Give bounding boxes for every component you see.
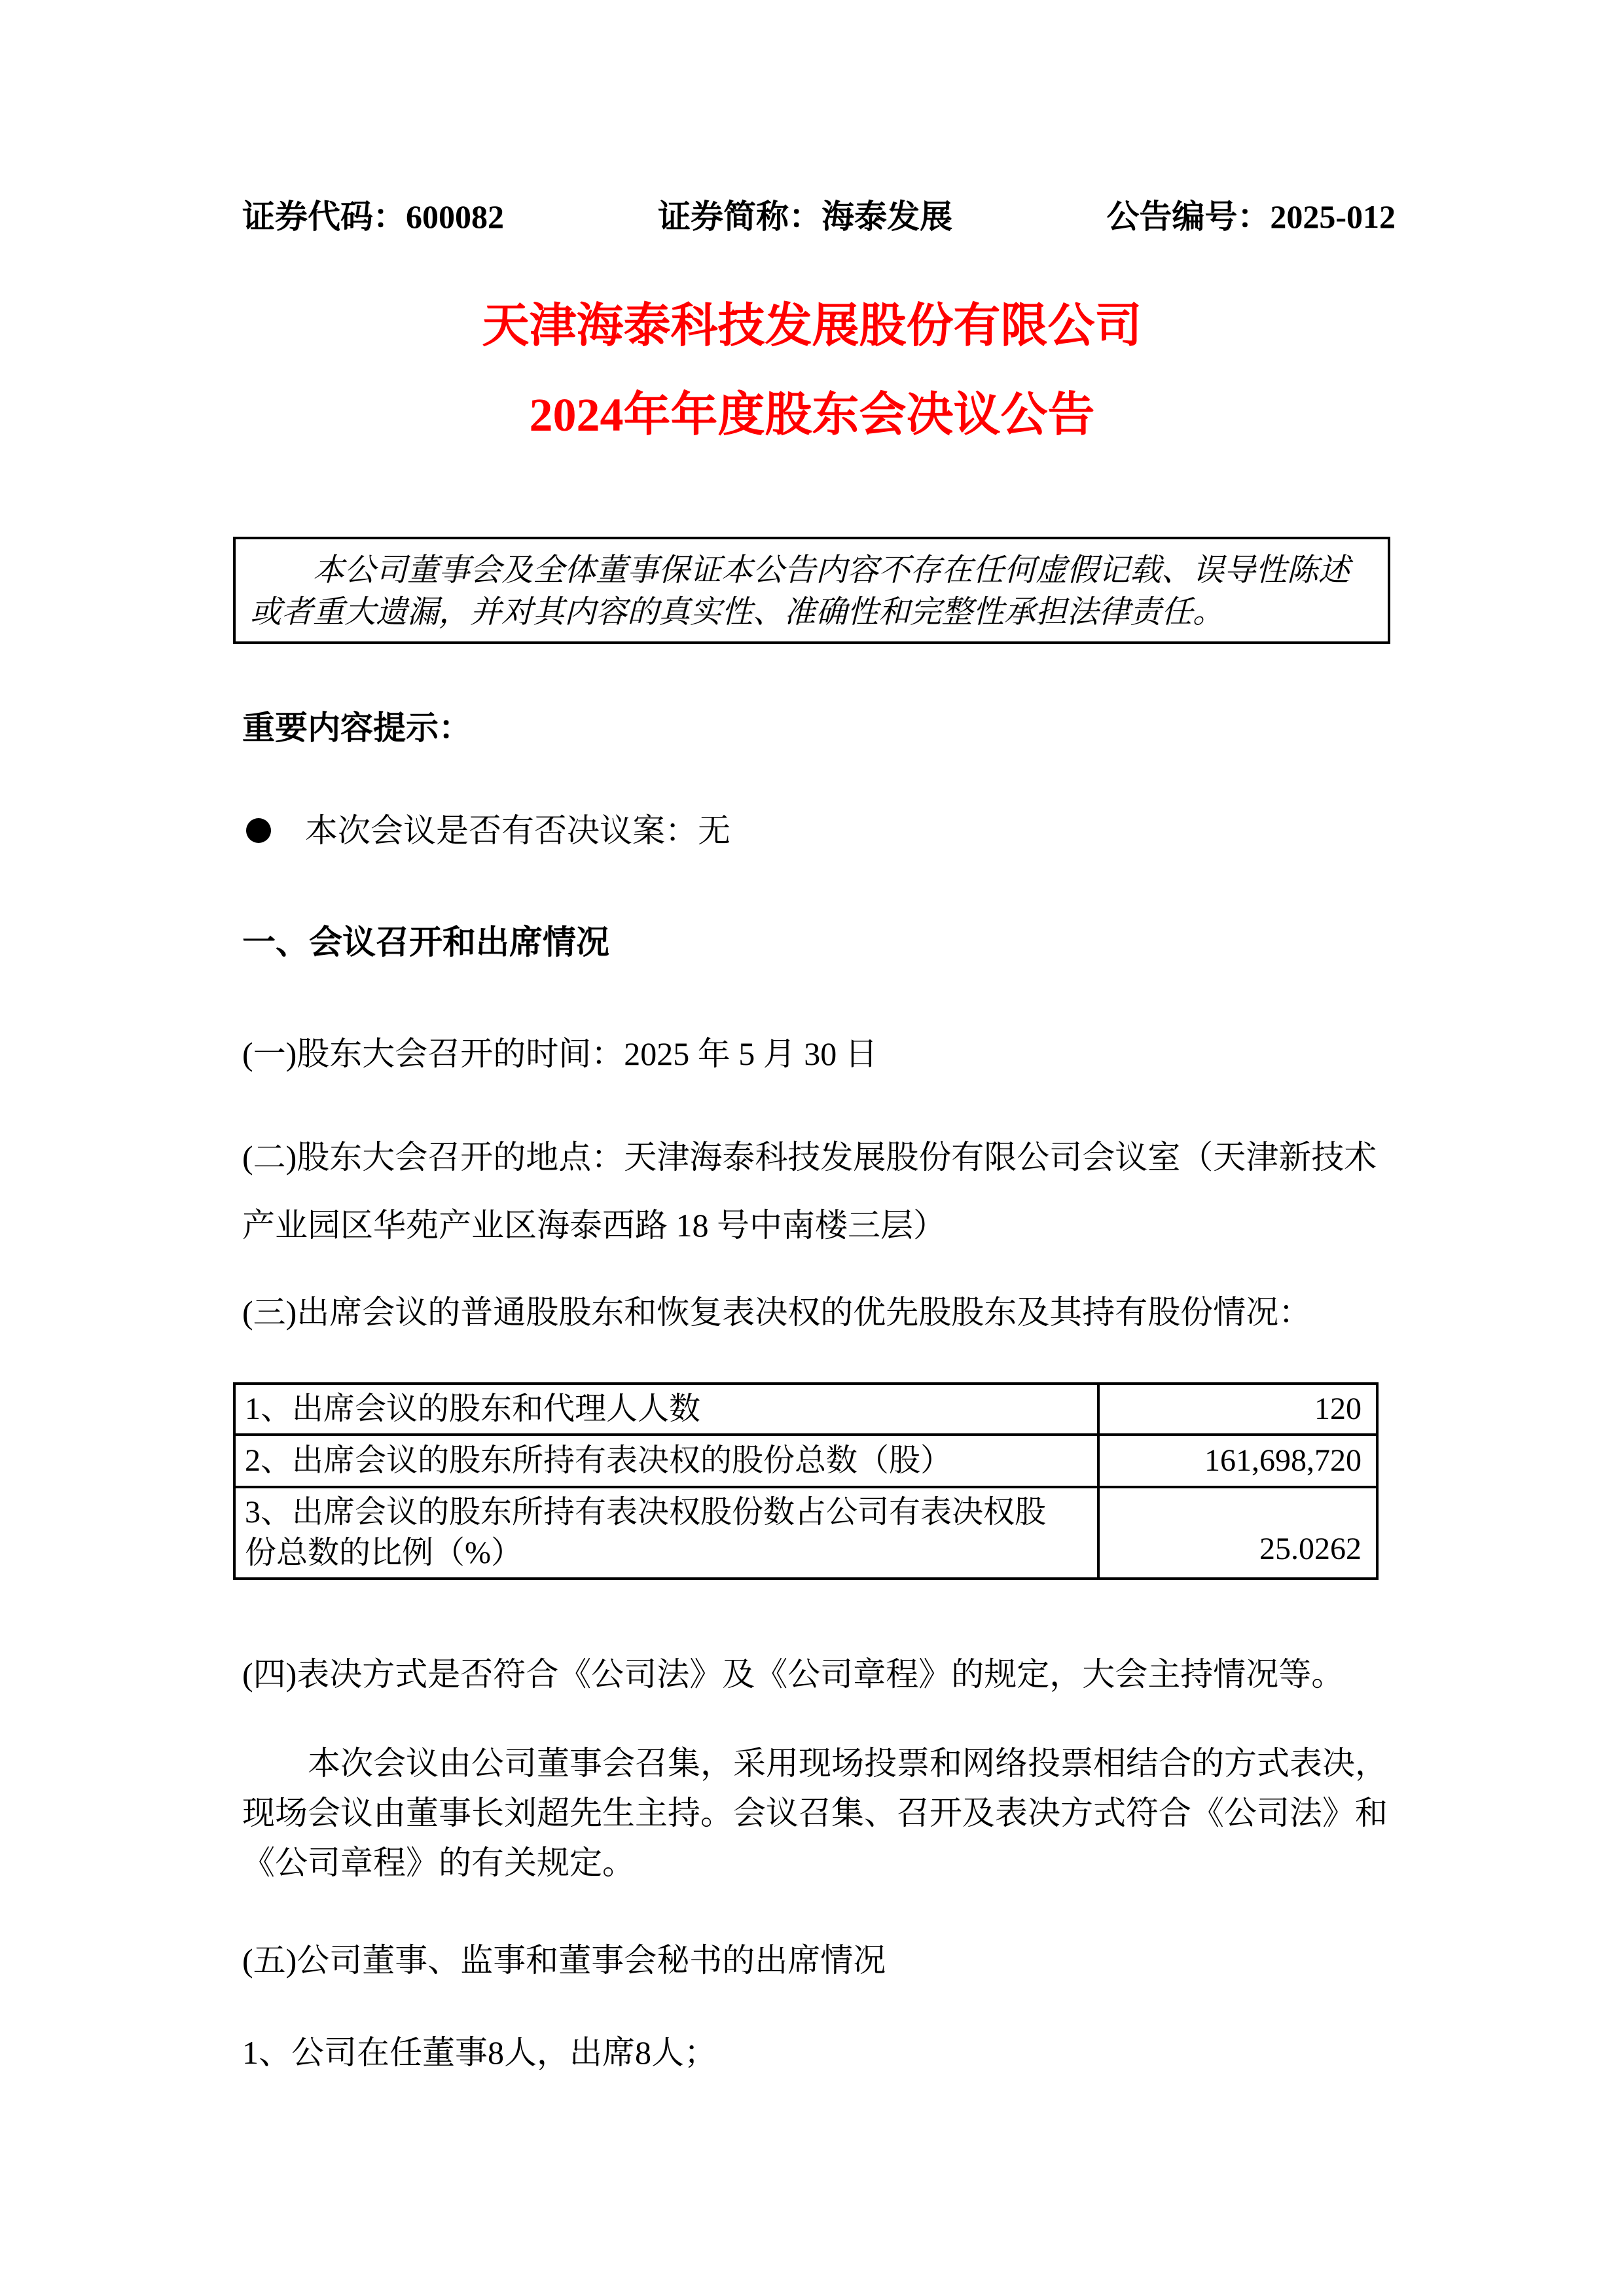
voting-method-paragraph: 本次会议由公司董事会召集，采用现场投票和网络投票相结合的方式表决，现场会议由董事长刘超先生主持。会议召集、召开及表决方式符合《公司法》和《公司章程》的有关规定。 [242,1745,1388,1881]
table-cell-label: 3、出席会议的股东所持有表决权股份数占公司有表决权股份总数的比例（%） [234,1487,1098,1579]
doc-title-line1: 天津海泰科技发展股份有限公司 [482,300,1142,352]
table-cell-label: 1、出席会议的股东和代理人人数 [234,1384,1098,1435]
item-3-attendance-intro: (三)出席会议的普通股股东和恢复表决权的优先股股东及其持有股份情况： [242,1294,1312,1331]
item-1-meeting-time: (一)股东大会召开的时间：2025 年 5 月 30 日 [242,1035,878,1072]
bullet-text: 本次会议是否有否决议案：无 [305,812,731,849]
table-cell-label: 2、出席会议的股东所持有表决权的股份总数（股） [234,1435,1098,1487]
disclaimer-box [233,537,1390,644]
item-4-voting-method: (四)表决方式是否符合《公司法》及《公司章程》的规定，大会主持情况等。 [242,1656,1344,1693]
doc-header-row [242,196,1396,237]
disclaimer-text: 本公司董事会及全体董事保证本公告内容不存在任何虚假记载、误导性陈述或者重大遗漏，并对其内容的真实性、准确性和完整性承担法律责任。 [250,553,1350,630]
doc-title-line2: 2024年年度股东会决议公告 [529,389,1095,441]
table-cell-value: 120 [1098,1384,1377,1435]
directors-attendance-line: 1、公司在任董事8人，出席8人； [242,2034,717,2071]
item-2-meeting-location: (二)股东大会召开的地点：天津海泰科技发展股份有限公司会议室（天津新技术产业园区华苑产业区海泰西路 18 号中南楼三层） [242,1139,1377,1244]
bullet-item [246,809,731,852]
table-row [234,1435,1377,1487]
table-row [234,1384,1377,1435]
section-1-heading: 一、会议召开和出席情况 [242,925,610,961]
bullet-dot-icon [246,818,271,843]
stock-abbr-text: 证券简称：海泰发展 [658,198,953,235]
attendance-table [233,1382,1379,1580]
doc-title [0,281,1624,459]
stock-code-text: 证券代码：600082 [242,198,504,235]
item-5-directors-attendance: (五)公司董事、监事和董事会秘书的出席情况 [242,1942,886,1979]
table-cell-value: 161,698,720 [1098,1435,1377,1487]
announcement-no-text: 公告编号：2025-012 [1106,198,1396,235]
table-cell-value: 25.0262 [1098,1487,1377,1579]
important-notice-heading: 重要内容提示： [242,709,471,746]
table-row [234,1487,1377,1579]
